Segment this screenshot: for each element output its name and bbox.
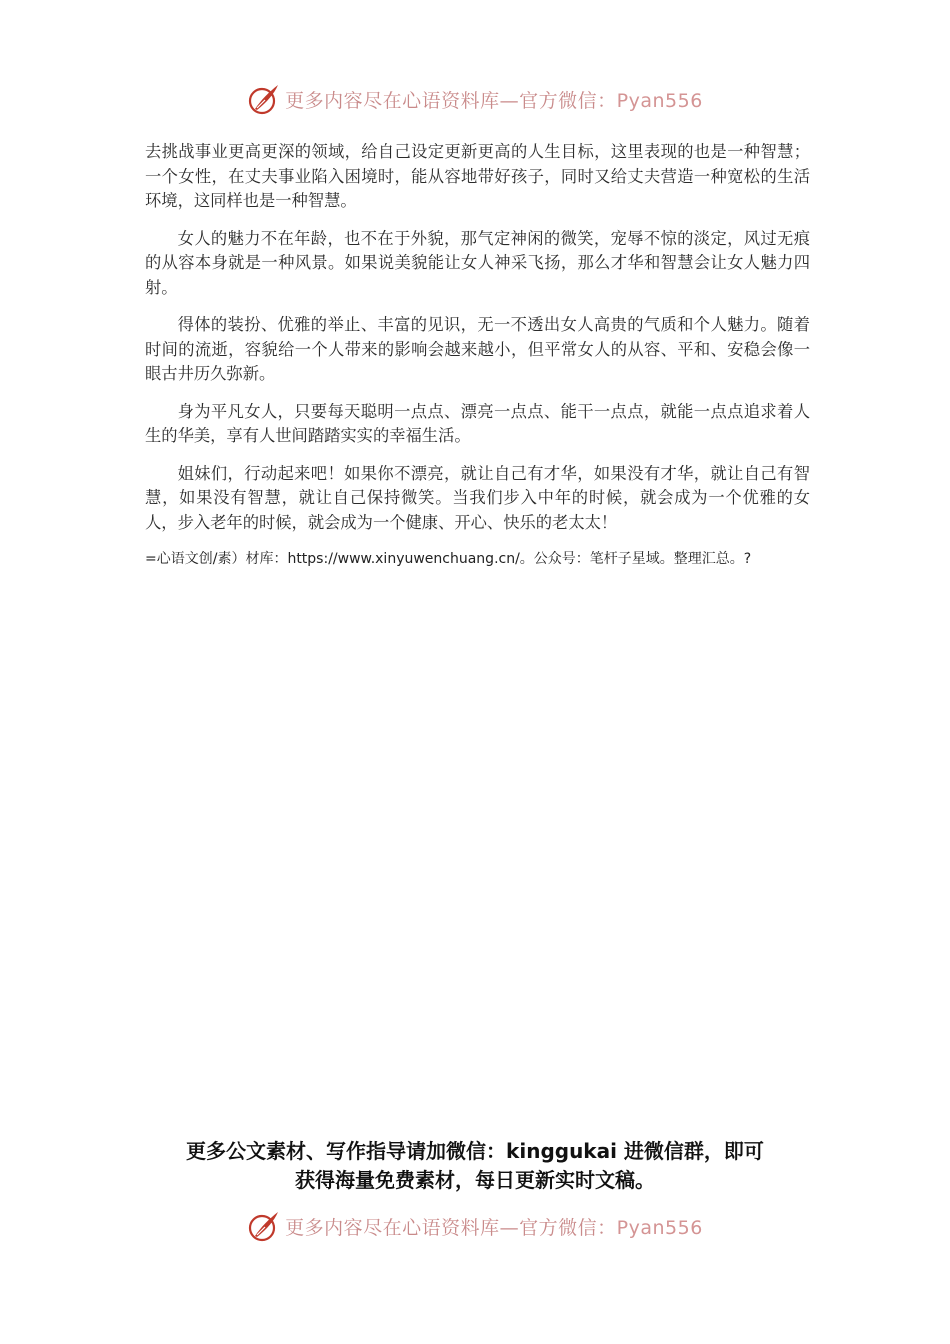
paragraph-3: 得体的装扮、优雅的举止、丰富的见识，无一不透出女人高贵的气质和个人魅力。随着时间的流逝，容貌给一个人带来的影响会越来越小，但平常女人的从容、平和、安稳会像一眼古井历久弥新。 [145, 315, 810, 383]
paragraph-5: 姐妹们，行动起来吧！如果你不漂亮，就让自己有才华，如果没有才华，就让自己有智慧，如果没有智慧，就让自己保持微笑。当我们步入中年的时候，就会成为一个优雅的女人，步入老年的时候，就会成为一个健康、开心、快乐的老太太！ [145, 463, 810, 532]
cta-line-2: 获得海量免费素材，每日更新实时文稿。 [295, 1168, 655, 1192]
footer-banner-text: 更多内容尽在心语资料库—官方微信：Pyan556 [285, 1216, 703, 1239]
paragraph-4: 身为平凡女人，只要每天聪明一点点、漂亮一点点、能干一点点，就能一点点追求着人生的华美，享有人世间踏踏实实的幸福生活。 [145, 401, 810, 445]
paragraph-1: 去挑战事业更高更深的领域，给自己设定更新更高的人生目标，这里表现的也是一种智慧；一个女性，在丈夫事业陷入困境时，能从容地带好孩子，同时又给丈夫营造一种宽松的生活环境，这同样也是一种智慧。 [145, 142, 810, 210]
header-banner-handle: Pyan556 [616, 89, 703, 112]
wechat-call-to-action [140, 1137, 810, 1195]
paragraph-2: 女人的魅力不在年龄，也不在于外貌，那气定神闲的微笑，宠辱不惊的淡定，风过无痕的从容本身就是一种风景。如果说美貌能让女人神采飞扬，那么才华和智慧会让女人魅力四射。 [145, 228, 810, 297]
cta-line-1: 更多公文素材、写作指导请加微信：kinggukai 进微信群，即可 [186, 1139, 764, 1163]
footer-banner-handle: Pyan556 [616, 1216, 703, 1239]
footer-banner [0, 1209, 950, 1243]
header-banner [0, 82, 950, 116]
quill-pen-logo-icon [247, 82, 281, 116]
quill-pen-logo-icon [247, 1209, 281, 1243]
header-banner-text: 更多内容尽在心语资料库—官方微信：Pyan556 [285, 89, 703, 112]
source-note: =心语文创/素）材库：https://www.xinyuwenchuang.cn/。公众号：笔杆子星域。整理汇总。? [145, 551, 752, 567]
article-body [145, 140, 810, 571]
